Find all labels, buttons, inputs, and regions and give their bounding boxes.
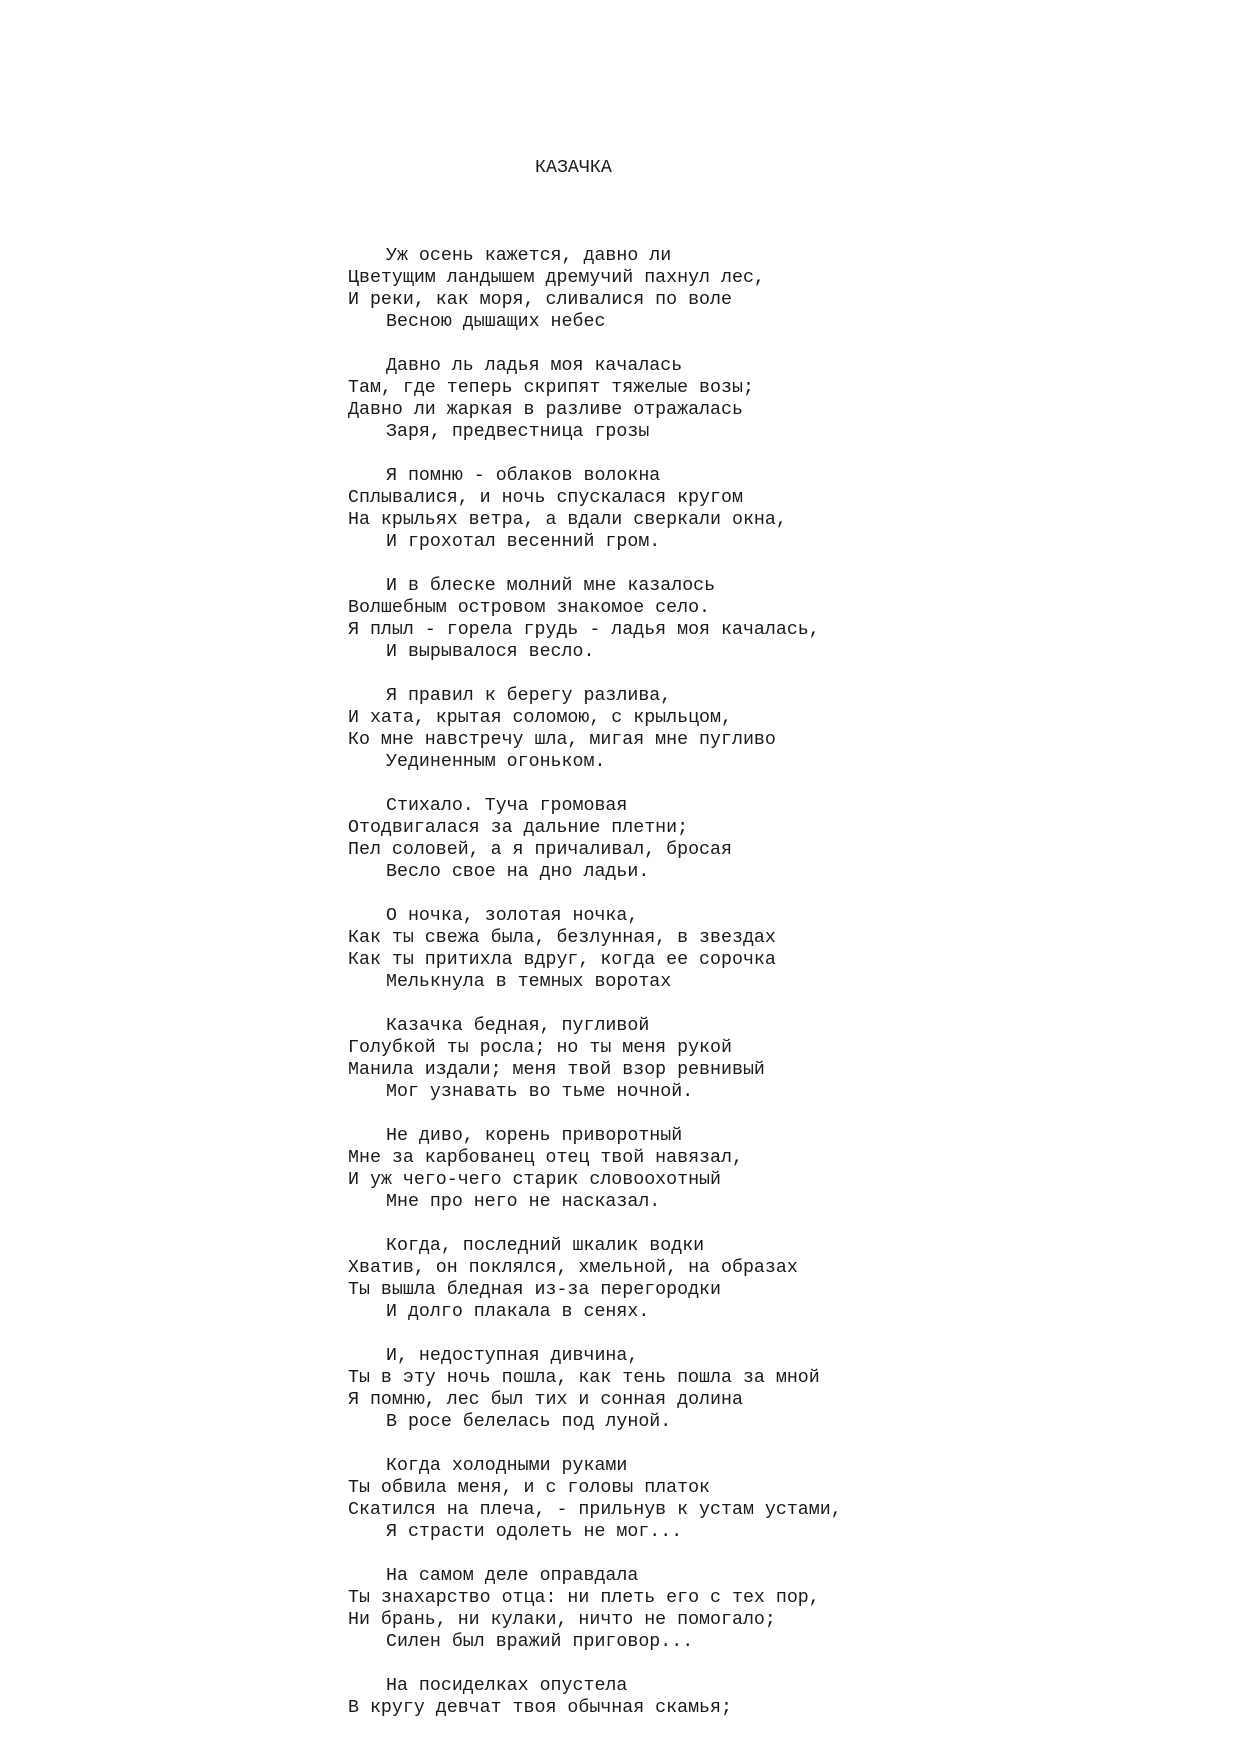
poem-line: Волшебным островом знакомое село. bbox=[348, 598, 711, 618]
poem-line: Я плыл - горела грудь - ладья моя качалась, bbox=[348, 620, 820, 640]
poem-line: Когда холодными руками bbox=[386, 1456, 628, 1476]
poem-line: Уж осень кажется, давно ли bbox=[386, 246, 672, 266]
poem-line: На посиделках опустела bbox=[386, 1676, 628, 1696]
poem-line: Я страсти одолеть не мог... bbox=[386, 1522, 683, 1542]
poem-line: В кругу девчат твоя обычная скамья; bbox=[348, 1698, 732, 1718]
stanza bbox=[348, 905, 842, 993]
poem-line: Как ты свежа была, безлунная, в звездах bbox=[348, 928, 776, 948]
poem-line: На крыльях ветра, а вдали сверкали окна, bbox=[348, 510, 787, 530]
poem-line: Когда, последний шкалик водки bbox=[386, 1236, 705, 1256]
poem-line: Давно ль ладья моя качалась bbox=[386, 356, 683, 376]
poem-line: Манила издали; меня твой взор ревнивый bbox=[348, 1060, 765, 1080]
poem-line: Я помню - облаков волокна bbox=[386, 466, 661, 486]
stanza bbox=[348, 245, 842, 333]
poem-line: Голубкой ты росла; но ты меня рукой bbox=[348, 1038, 732, 1058]
poem-line: Мог узнавать во тьме ночной. bbox=[386, 1082, 694, 1102]
poem-line: И грохотал весенний гром. bbox=[386, 532, 661, 552]
stanza bbox=[348, 685, 842, 773]
stanza bbox=[348, 1455, 842, 1543]
poem-line: Ко мне навстречу шла, мигая мне пугливо bbox=[348, 730, 776, 750]
poem-line: Мне за карбованец отец твой навязал, bbox=[348, 1148, 743, 1168]
poem-line: Силен был вражий приговор... bbox=[386, 1632, 694, 1652]
poem-line: Уединенным огоньком. bbox=[386, 752, 606, 772]
stanza-list bbox=[348, 245, 842, 1719]
poem-line: Мне про него не насказал. bbox=[386, 1192, 661, 1212]
poem-line: И уж чего-чего старик словоохотный bbox=[348, 1170, 721, 1190]
poem-title: КАЗАЧКА bbox=[535, 158, 612, 178]
poem-line: О ночка, золотая ночка, bbox=[386, 906, 639, 926]
poem-line: Казачка бедная, пугливой bbox=[386, 1016, 650, 1036]
poem-line: Хватив, он поклялся, хмельной, на образах bbox=[348, 1258, 798, 1278]
poem-line: Давно ли жаркая в разливе отражалась bbox=[348, 400, 743, 420]
poem-line: Скатился на плеча, - прильнув к устам устами, bbox=[348, 1500, 842, 1520]
poem-line: Пел соловей, а я причаливал, бросая bbox=[348, 840, 732, 860]
poem-line: На самом деле оправдала bbox=[386, 1566, 639, 1586]
poem-line: Там, где теперь скрипят тяжелые возы; bbox=[348, 378, 754, 398]
stanza bbox=[348, 1675, 842, 1719]
poem-line: Ты обвила меня, и с головы платок bbox=[348, 1478, 711, 1498]
poem-line: И хата, крытая соломою, с крыльцом, bbox=[348, 708, 732, 728]
poem-line: И в блеске молний мне казалось bbox=[386, 576, 716, 596]
stanza bbox=[348, 1125, 842, 1213]
poem-line: И реки, как моря, сливалися по воле bbox=[348, 290, 732, 310]
stanza bbox=[348, 575, 842, 663]
poem-line: Я помню, лес был тих и сонная долина bbox=[348, 1390, 743, 1410]
poem-line: И долго плакала в сенях. bbox=[386, 1302, 650, 1322]
stanza bbox=[348, 1235, 842, 1323]
poem-line: Цветущим ландышем дремучий пахнул лес, bbox=[348, 268, 765, 288]
poem-line: Отодвигалася за дальние плетни; bbox=[348, 818, 689, 838]
poem-line: Я правил к берегу разлива, bbox=[386, 686, 672, 706]
stanza bbox=[348, 1015, 842, 1103]
poem bbox=[348, 113, 842, 1763]
poem-line: Мелькнула в темных воротах bbox=[386, 972, 672, 992]
poem-line: Ты в эту ночь пошла, как тень пошла за мной bbox=[348, 1368, 820, 1388]
stanza bbox=[348, 1565, 842, 1653]
poem-line: Не диво, корень приворотный bbox=[386, 1126, 683, 1146]
stanza bbox=[348, 355, 842, 443]
poem-line: Весною дышащих небес bbox=[386, 312, 606, 332]
poem-line: Заря, предвестница грозы bbox=[386, 422, 650, 442]
poem-line: Как ты притихла вдруг, когда ее сорочка bbox=[348, 950, 776, 970]
poem-line: Ни брань, ни кулаки, ничто не помогало; bbox=[348, 1610, 776, 1630]
poem-line: Стихало. Туча громовая bbox=[386, 796, 628, 816]
stanza bbox=[348, 465, 842, 553]
poem-line: Ты вышла бледная из-за перегородки bbox=[348, 1280, 721, 1300]
poem-line: И, недоступная дивчина, bbox=[386, 1346, 639, 1366]
poem-line: Весло свое на дно ладьи. bbox=[386, 862, 650, 882]
poem-line: В росе белелась под луной. bbox=[386, 1412, 672, 1432]
stanza bbox=[348, 795, 842, 883]
poem-line: Сплывалися, и ночь спускалася кругом bbox=[348, 488, 743, 508]
poem-line: И вырывалося весло. bbox=[386, 642, 595, 662]
poem-line: Ты знахарство отца: ни плеть его с тех пор, bbox=[348, 1588, 820, 1608]
stanza bbox=[348, 1345, 842, 1433]
